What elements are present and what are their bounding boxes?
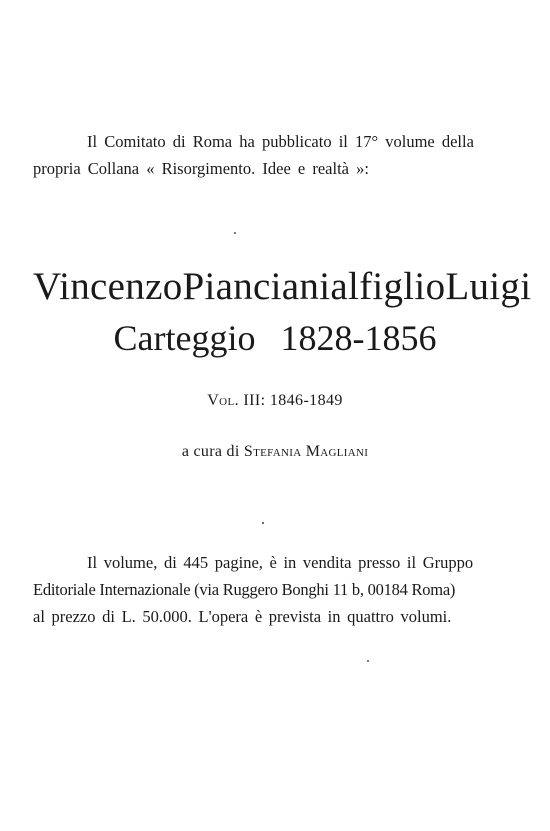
curator-name: Stefania Magliani	[243, 443, 369, 460]
title-word-2: Pianciani	[182, 265, 331, 308]
book-title	[33, 264, 532, 310]
subtitle-years: 1828-1856	[280, 318, 437, 358]
details-line-2: Editoriale Internazionale (via Ruggero Bonghi 11 b, 00184 Roma)	[33, 580, 456, 599]
subtitle-word: Carteggio	[113, 318, 256, 358]
separator-dot-1	[234, 232, 236, 234]
intro-line-2: propria Collana « Risorgimento. Idee e realtà »:	[33, 159, 369, 178]
volume-label: Vol. III:	[207, 392, 266, 409]
details-paragraph	[33, 549, 517, 630]
book-subtitle	[0, 316, 550, 360]
details-line-1: Il volume, di 445 pagine, è in vendita presso il Gruppo	[87, 553, 474, 572]
title-word-1: Vincenzo	[33, 265, 183, 308]
intro-paragraph	[33, 128, 517, 182]
curator-prefix: a cura di	[181, 443, 240, 460]
volume-years: 1846-1849	[269, 392, 343, 409]
separator-dot-3	[367, 660, 369, 662]
separator-dot-2	[262, 522, 264, 524]
volume-line	[0, 389, 550, 413]
title-word-4: figlio	[359, 265, 446, 308]
title-word-5: Luigi	[445, 265, 532, 308]
intro-line-1: Il Comitato di Roma ha pubblicato il 17° volume della	[87, 132, 474, 151]
details-line-3: al prezzo di L. 50.000. L'opera è prevista in quattro volumi.	[33, 607, 452, 626]
curator-line	[0, 440, 550, 464]
title-word-3: al	[330, 265, 360, 308]
